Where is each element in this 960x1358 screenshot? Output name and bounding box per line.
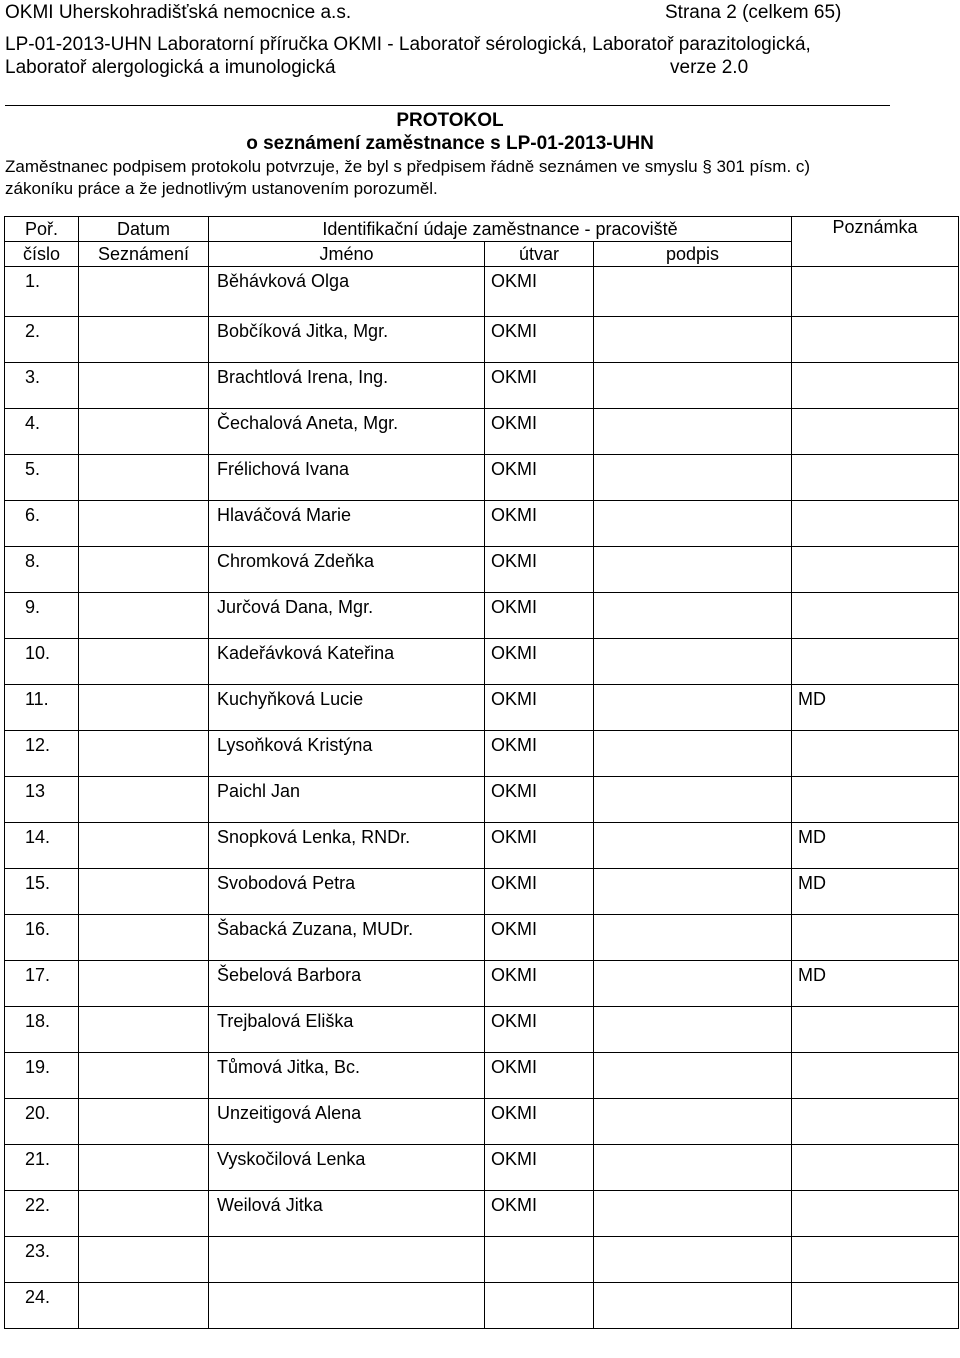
row-number-text: 16.	[25, 919, 51, 939]
note-cell	[792, 1145, 959, 1191]
col-header-seznameni: Seznámení	[79, 242, 209, 267]
note-cell	[792, 685, 959, 731]
department-cell-text	[485, 1283, 593, 1287]
date-cell	[79, 363, 209, 409]
note-cell	[792, 1191, 959, 1237]
signature-cell	[594, 639, 792, 685]
row-number	[5, 731, 79, 777]
col-header-podpis: podpis	[594, 242, 792, 267]
row-number	[5, 547, 79, 593]
employee-name-text: Jurčová Dana, Mgr.	[217, 597, 374, 617]
note-cell	[792, 1007, 959, 1053]
table-row	[5, 501, 959, 547]
signature-cell	[594, 1053, 792, 1099]
row-number	[5, 1007, 79, 1053]
note-cell-text	[792, 363, 958, 367]
employee-name-text: Lysoňková Kristýna	[217, 735, 373, 755]
row-number-text: 17.	[25, 965, 51, 985]
date-cell	[79, 1191, 209, 1237]
employee-name	[209, 267, 485, 317]
department-cell	[485, 547, 594, 593]
employee-name	[209, 317, 485, 363]
row-number-text: 20.	[25, 1103, 51, 1123]
employee-name-text: Bobčíková Jitka, Mgr.	[217, 321, 389, 341]
row-number	[5, 1237, 79, 1283]
date-cell	[79, 961, 209, 1007]
signature-cell	[594, 1099, 792, 1145]
department-cell-text: OKMI	[491, 459, 538, 479]
date-cell	[79, 267, 209, 317]
note-cell	[792, 363, 959, 409]
employee-name-text: Trejbalová Eliška	[217, 1011, 354, 1031]
department-cell	[485, 961, 594, 1007]
department-cell	[485, 1283, 594, 1329]
row-number-text: 8.	[25, 551, 41, 571]
signature-cell	[594, 823, 792, 869]
employee-name-text: Paichl Jan	[217, 781, 301, 801]
department-cell-text: OKMI	[491, 919, 538, 939]
department-cell-text: OKMI	[491, 505, 538, 525]
date-cell	[79, 1237, 209, 1283]
department-cell	[485, 639, 594, 685]
note-cell-text	[792, 267, 958, 271]
employee-name	[209, 869, 485, 915]
employee-name	[209, 731, 485, 777]
col-header-utvar: útvar	[485, 242, 594, 267]
date-cell	[79, 455, 209, 501]
employee-name	[209, 915, 485, 961]
note-cell-text	[792, 1191, 958, 1195]
date-cell	[79, 1007, 209, 1053]
note-cell	[792, 777, 959, 823]
signature-cell	[594, 1007, 792, 1053]
date-cell	[79, 915, 209, 961]
employee-name	[209, 455, 485, 501]
note-cell	[792, 823, 959, 869]
row-number	[5, 363, 79, 409]
col-header-jmeno: Jméno	[209, 242, 485, 267]
employee-name-text: Tůmová Jitka, Bc.	[217, 1057, 361, 1077]
department-cell-text: OKMI	[491, 965, 538, 985]
row-number-text: 9.	[25, 597, 41, 617]
signature-cell	[594, 547, 792, 593]
row-number-text: 22.	[25, 1195, 51, 1215]
row-number	[5, 1283, 79, 1329]
row-number-text: 21.	[25, 1149, 51, 1169]
employee-name-text: Vyskočilová Lenka	[217, 1149, 366, 1169]
employee-name-text: Svobodová Petra	[217, 873, 356, 893]
date-cell	[79, 501, 209, 547]
col-header-datum: Datum	[79, 217, 209, 242]
employee-name-text: Unzeitigová Alena	[217, 1103, 362, 1123]
note-cell-text	[792, 1283, 958, 1287]
department-cell	[485, 1237, 594, 1283]
department-cell-text: OKMI	[491, 1195, 538, 1215]
row-number	[5, 869, 79, 915]
employee-name-text: Chromková Zdeňka	[217, 551, 375, 571]
row-number-text: 5.	[25, 459, 41, 479]
employee-name-text: Weilová Jitka	[217, 1195, 323, 1215]
department-cell-text: OKMI	[491, 367, 538, 387]
table-row	[5, 317, 959, 363]
signature-cell	[594, 1145, 792, 1191]
row-number	[5, 317, 79, 363]
signature-cell	[594, 777, 792, 823]
note-cell-text: MD	[798, 965, 826, 985]
date-cell	[79, 547, 209, 593]
signature-cell	[594, 363, 792, 409]
note-cell	[792, 455, 959, 501]
date-cell	[79, 777, 209, 823]
row-number	[5, 501, 79, 547]
col-header-cislo: číslo	[5, 242, 79, 267]
row-number-text: 14.	[25, 827, 51, 847]
header-divider	[5, 105, 890, 106]
signature-cell	[594, 1283, 792, 1329]
department-cell-text: OKMI	[491, 735, 538, 755]
department-cell	[485, 501, 594, 547]
note-cell-text	[792, 455, 958, 459]
note-cell-text	[792, 501, 958, 505]
signature-cell	[594, 1191, 792, 1237]
department-cell-text: OKMI	[491, 873, 538, 893]
date-cell	[79, 409, 209, 455]
row-number	[5, 1145, 79, 1191]
department-cell	[485, 455, 594, 501]
date-cell	[79, 1283, 209, 1329]
department-cell-text: OKMI	[491, 271, 538, 291]
date-cell	[79, 731, 209, 777]
table-row	[5, 267, 959, 317]
row-number	[5, 639, 79, 685]
note-cell	[792, 1237, 959, 1283]
table-row	[5, 869, 959, 915]
employee-name-text: Brachtlová Irena, Ing.	[217, 367, 389, 387]
department-cell	[485, 1191, 594, 1237]
page-number: Strana 2 (celkem 65)	[665, 2, 842, 23]
note-cell	[792, 1283, 959, 1329]
department-cell-text	[485, 1237, 593, 1241]
table-row	[5, 777, 959, 823]
department-cell	[485, 823, 594, 869]
note-cell-text	[792, 547, 958, 551]
note-cell-text	[792, 317, 958, 321]
note-cell	[792, 317, 959, 363]
note-cell-text	[792, 915, 958, 919]
department-cell-text: OKMI	[491, 1011, 538, 1031]
signature-cell	[594, 455, 792, 501]
row-number	[5, 823, 79, 869]
employee-name	[209, 777, 485, 823]
note-cell	[792, 409, 959, 455]
note-cell	[792, 547, 959, 593]
date-cell	[79, 639, 209, 685]
note-cell-text	[792, 639, 958, 643]
col-header-ident: Identifikační údaje zaměstnance - pracoviště	[209, 217, 792, 242]
signature-cell	[594, 869, 792, 915]
note-cell-text	[792, 1007, 958, 1011]
department-cell	[485, 685, 594, 731]
row-number	[5, 593, 79, 639]
employee-name	[209, 685, 485, 731]
employee-name	[209, 639, 485, 685]
row-number-text: 24.	[25, 1287, 51, 1307]
protocol-title: PROTOKOL	[396, 110, 504, 131]
department-cell-text: OKMI	[491, 781, 538, 801]
employee-name-text: Šabacká Zuzana, MUDr.	[217, 919, 414, 939]
note-cell-text	[792, 1237, 958, 1241]
protocol-intro-line2: zákoníku práce a že jednotlivým ustanovením porozuměl.	[5, 179, 438, 198]
employee-name	[209, 823, 485, 869]
table-row	[5, 1237, 959, 1283]
protocol-subtitle: o seznámení zaměstnance s LP-01-2013-UHN	[246, 133, 654, 154]
employee-name	[209, 409, 485, 455]
signature-cell	[594, 501, 792, 547]
date-cell	[79, 823, 209, 869]
department-cell	[485, 363, 594, 409]
row-number	[5, 1053, 79, 1099]
department-cell-text: OKMI	[491, 1057, 538, 1077]
row-number	[5, 685, 79, 731]
department-cell	[485, 1099, 594, 1145]
note-cell-text: MD	[798, 827, 826, 847]
table-row	[5, 1099, 959, 1145]
row-number-text: 6.	[25, 505, 41, 525]
row-number	[5, 777, 79, 823]
date-cell	[79, 1053, 209, 1099]
date-cell	[79, 317, 209, 363]
department-cell	[485, 593, 594, 639]
note-cell	[792, 915, 959, 961]
row-number	[5, 915, 79, 961]
org-name: OKMI Uherskohradišťská nemocnice a.s.	[5, 2, 352, 23]
table-row	[5, 1007, 959, 1053]
col-header-por: Poř.	[5, 217, 79, 242]
note-cell-text	[792, 1053, 958, 1057]
employee-name-text	[209, 1283, 484, 1287]
employee-name-text: Běhávková Olga	[217, 271, 350, 291]
note-cell-text	[792, 1099, 958, 1103]
note-cell	[792, 501, 959, 547]
table-row	[5, 363, 959, 409]
row-number-text: 23.	[25, 1241, 51, 1261]
note-cell-text: MD	[798, 689, 826, 709]
row-number-text: 4.	[25, 413, 41, 433]
employee-name	[209, 1191, 485, 1237]
table-row	[5, 1145, 959, 1191]
table-header-row	[5, 217, 959, 242]
employee-name	[209, 1237, 485, 1283]
signature-cell	[594, 1237, 792, 1283]
table-row	[5, 685, 959, 731]
row-number-text: 2.	[25, 321, 41, 341]
row-number	[5, 267, 79, 317]
document-title-line2: Laboratoř alergologická a imunologická	[5, 57, 336, 78]
table-row	[5, 731, 959, 777]
employee-name-text: Kuchyňková Lucie	[217, 689, 364, 709]
row-number	[5, 1099, 79, 1145]
note-cell	[792, 1099, 959, 1145]
row-number-text: 12.	[25, 735, 51, 755]
note-cell	[792, 1053, 959, 1099]
table-row	[5, 915, 959, 961]
date-cell	[79, 1099, 209, 1145]
employee-name	[209, 1053, 485, 1099]
table-row	[5, 823, 959, 869]
table-row	[5, 547, 959, 593]
department-cell-text: OKMI	[491, 689, 538, 709]
note-cell	[792, 267, 959, 317]
note-cell-text	[792, 593, 958, 597]
employee-name	[209, 363, 485, 409]
row-number	[5, 455, 79, 501]
table-row	[5, 1053, 959, 1099]
employee-name-text: Frélichová Ivana	[217, 459, 350, 479]
date-cell	[79, 869, 209, 915]
table-row	[5, 409, 959, 455]
department-cell-text: OKMI	[491, 643, 538, 663]
employee-name-text	[209, 1237, 484, 1241]
employee-name-text: Hlaváčová Marie	[217, 505, 352, 525]
employee-name	[209, 547, 485, 593]
employee-name-text: Snopková Lenka, RNDr.	[217, 827, 411, 847]
row-number-text: 3.	[25, 367, 41, 387]
note-cell	[792, 593, 959, 639]
signature-cell	[594, 409, 792, 455]
note-cell	[792, 961, 959, 1007]
signature-cell	[594, 267, 792, 317]
table-row	[5, 455, 959, 501]
document-version: verze 2.0	[670, 57, 749, 78]
table-row	[5, 1191, 959, 1237]
employee-name	[209, 1007, 485, 1053]
department-cell	[485, 1007, 594, 1053]
signature-cell	[594, 685, 792, 731]
note-cell-text: MD	[798, 873, 826, 893]
employee-name-text: Šebelová Barbora	[217, 965, 362, 985]
row-number-text: 19.	[25, 1057, 51, 1077]
employee-name-text: Čechalová Aneta, Mgr.	[217, 413, 399, 433]
date-cell	[79, 1145, 209, 1191]
note-cell	[792, 639, 959, 685]
signature-cell	[594, 317, 792, 363]
note-cell	[792, 869, 959, 915]
department-cell	[485, 317, 594, 363]
signature-cell	[594, 961, 792, 1007]
note-cell-text	[792, 1145, 958, 1149]
department-cell	[485, 915, 594, 961]
row-number	[5, 961, 79, 1007]
employee-name	[209, 961, 485, 1007]
department-cell-text: OKMI	[491, 597, 538, 617]
table-row	[5, 639, 959, 685]
employee-name	[209, 1283, 485, 1329]
row-number-text: 18.	[25, 1011, 51, 1031]
department-cell-text: OKMI	[491, 551, 538, 571]
table-row	[5, 593, 959, 639]
note-cell-text	[792, 409, 958, 413]
department-cell	[485, 1053, 594, 1099]
note-cell	[792, 731, 959, 777]
department-cell-text: OKMI	[491, 827, 538, 847]
employee-name	[209, 501, 485, 547]
row-number	[5, 409, 79, 455]
employee-name	[209, 1099, 485, 1145]
department-cell	[485, 1145, 594, 1191]
employee-name	[209, 1145, 485, 1191]
acknowledgement-table	[4, 216, 959, 1329]
department-cell	[485, 409, 594, 455]
signature-cell	[594, 731, 792, 777]
row-number	[5, 1191, 79, 1237]
table-row	[5, 961, 959, 1007]
row-number-text: 13	[25, 781, 46, 801]
department-cell-text: OKMI	[491, 413, 538, 433]
note-cell-text	[792, 731, 958, 735]
signature-cell	[594, 915, 792, 961]
table-row	[5, 1283, 959, 1329]
row-number-text: 1.	[25, 271, 41, 291]
col-header-poznamka: Poznámka	[792, 217, 959, 267]
document-title-line1: LP-01-2013-UHN Laboratorní příručka OKMI - Laboratoř sérologická, Laboratoř parazitologická,	[5, 34, 811, 55]
department-cell	[485, 777, 594, 823]
row-number-text: 10.	[25, 643, 51, 663]
department-cell	[485, 869, 594, 915]
department-cell-text: OKMI	[491, 1103, 538, 1123]
row-number-text: 15.	[25, 873, 51, 893]
department-cell-text: OKMI	[491, 1149, 538, 1169]
date-cell	[79, 593, 209, 639]
department-cell-text: OKMI	[491, 321, 538, 341]
department-cell	[485, 267, 594, 317]
protocol-intro-line1: Zaměstnanec podpisem protokolu potvrzuje, že byl s předpisem řádně seznámen ve smyslu § 301 písm. c)	[5, 157, 811, 176]
employee-name	[209, 593, 485, 639]
signature-cell	[594, 593, 792, 639]
employee-name-text: Kadeřávková Kateřina	[217, 643, 395, 663]
date-cell	[79, 685, 209, 731]
department-cell	[485, 731, 594, 777]
row-number-text: 11.	[25, 689, 49, 709]
note-cell-text	[792, 777, 958, 781]
